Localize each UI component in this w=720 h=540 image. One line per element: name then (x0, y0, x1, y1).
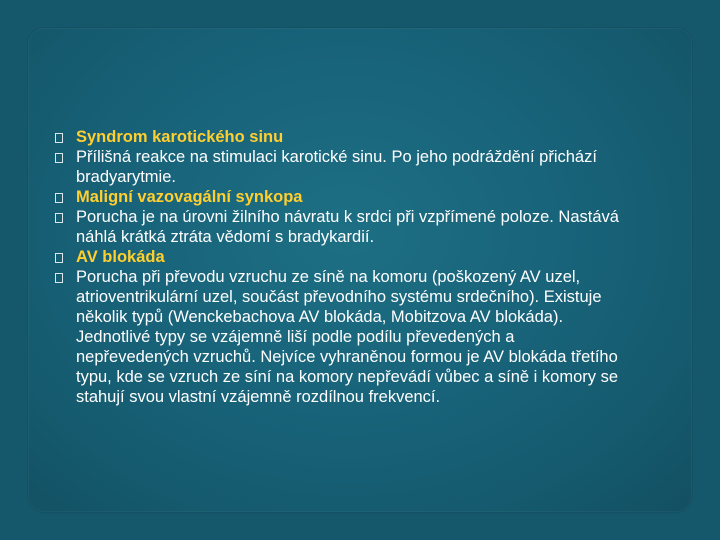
bullet-item-porucha-zilniho-navratu (55, 207, 625, 247)
bullet-item-prilisna-reakce (55, 147, 625, 187)
square-bullet-icon (55, 253, 63, 263)
square-bullet-icon (55, 213, 63, 223)
bullet-item-av-blokada (55, 247, 625, 267)
bullet-text: AV blokáda (76, 248, 165, 266)
bullet-text: Syndrom karotického sinu (76, 128, 284, 146)
bullet-list (55, 127, 625, 407)
bullet-item-syndrom-karotickeho-sinu (55, 127, 625, 147)
square-bullet-icon (55, 133, 63, 143)
square-bullet-icon (55, 273, 63, 283)
bullet-item-porucha-prevodu (55, 267, 625, 407)
bullet-text: Přílišná reakce na stimulaci karotické sinu. Po jeho podráždění přichází bradyarytmie. (76, 148, 597, 186)
square-bullet-icon (55, 153, 63, 163)
square-bullet-icon (55, 193, 63, 203)
bullet-text: Porucha je na úrovni žilního návratu k srdci při vzpřímené poloze. Nastává náhlá krátká ztráta vědomí s bradykardií. (76, 208, 619, 246)
bullet-text: Porucha při převodu vzruchu ze síně na komoru (poškozený AV uzel, atrioventrikulární uzel, součást převodního systému srdečního). Existuje několik typů (Wenckebachova AV blokáda, Mobitzova AV blokáda). Jednotlivé typy se vzájemně liší podle podílu převedených a nepřevedených vzruchů. Nejvíce vyhraněnou formou je AV blokáda třetího typu, kde se vzruch ze síní na komory nepřevádí vůbec a síně i komory se stahují svou vlastní vzájemně rozdílnou frekvencí. (76, 268, 619, 406)
bullet-item-maligni-vazovagalni-synkopa (55, 187, 625, 207)
bullet-text: Maligní vazovagální synkopa (76, 188, 303, 206)
